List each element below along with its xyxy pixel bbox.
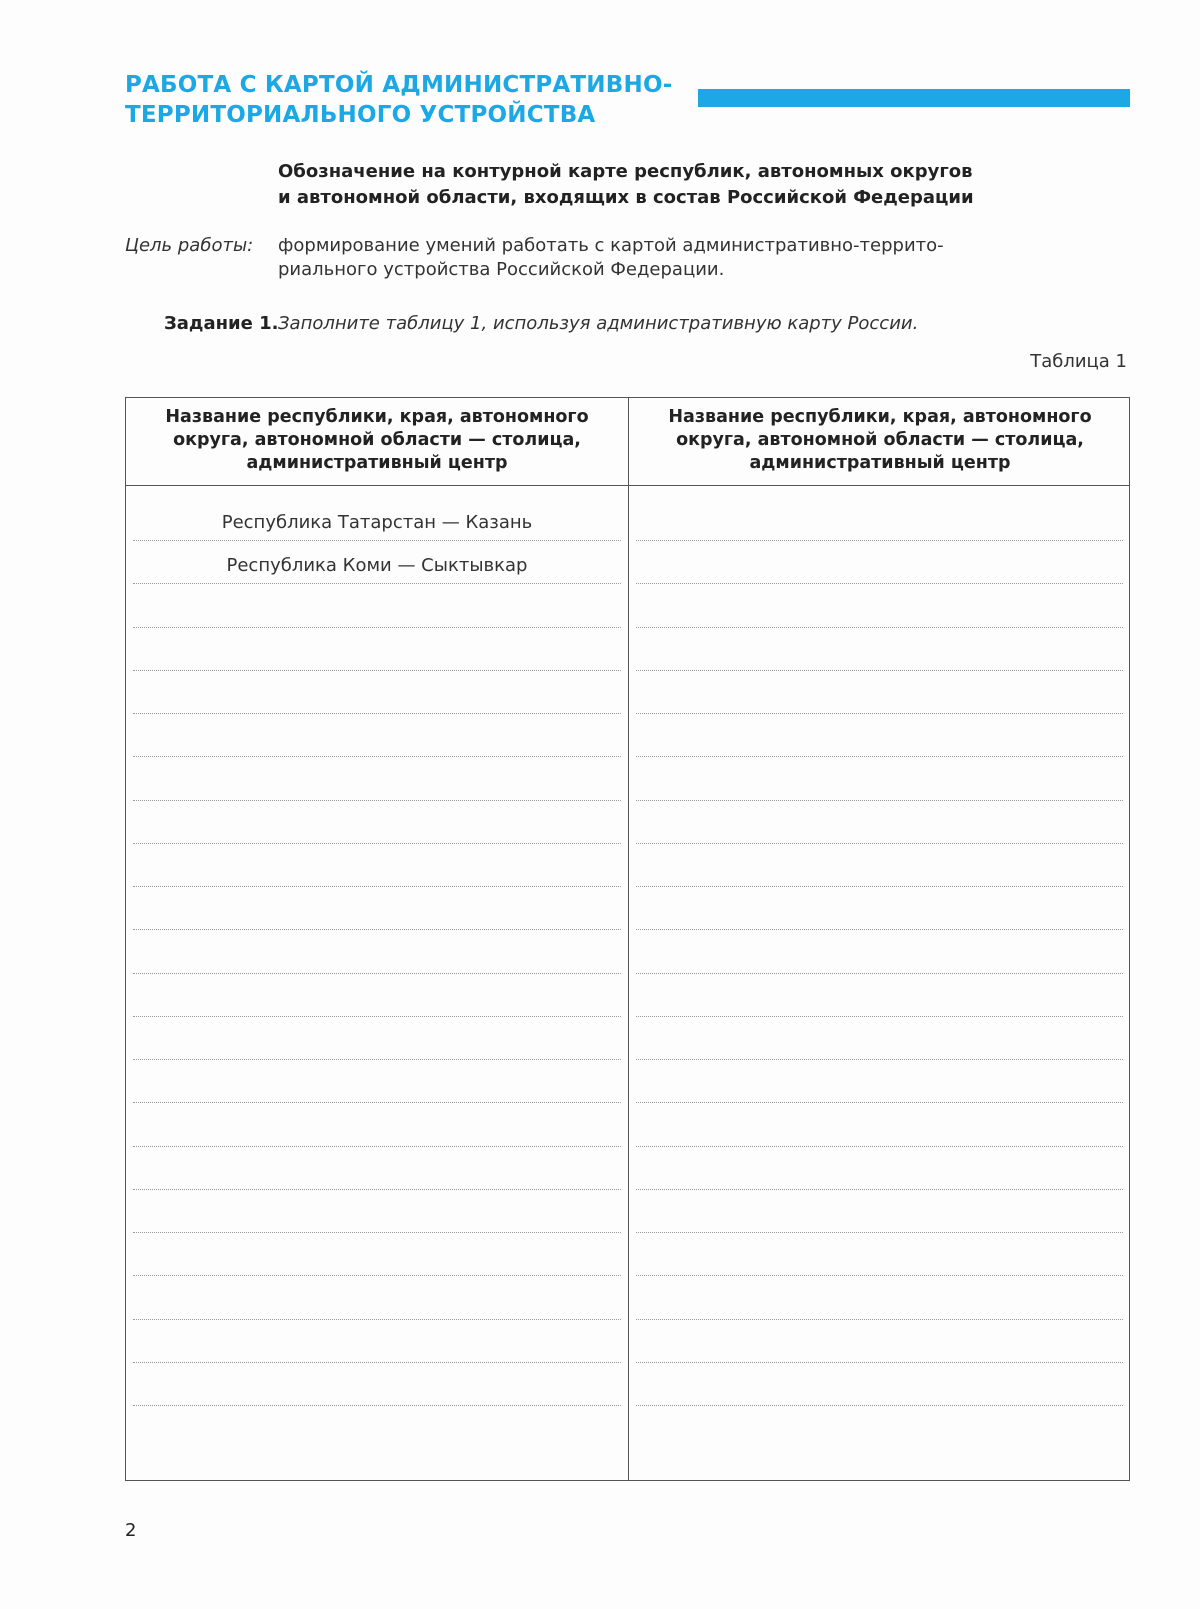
goal-text — [278, 234, 978, 282]
answer-line-left[interactable] — [133, 584, 621, 628]
answer-line-left[interactable] — [133, 540, 621, 584]
answer-line-right[interactable] — [636, 930, 1123, 974]
answer-line-left[interactable] — [133, 1319, 621, 1363]
subtitle-line-2: и автономной области, входящих в состав Российской Федерации — [278, 187, 974, 208]
section-subtitle — [278, 159, 998, 211]
task-label: Задание 1. — [164, 313, 279, 334]
answer-line-right[interactable] — [636, 1016, 1123, 1060]
answer-line-left[interactable] — [133, 1276, 621, 1320]
task-text: Заполните таблицу 1, используя административную карту России. — [278, 313, 919, 334]
goal-label: Цель работы: — [125, 235, 254, 256]
answer-line-right[interactable] — [636, 1362, 1123, 1406]
page-heading — [125, 70, 672, 130]
answer-line-right[interactable] — [636, 800, 1123, 844]
answer-line-left[interactable] — [133, 757, 621, 801]
page-number: 2 — [125, 1520, 137, 1541]
column-divider — [628, 398, 629, 1480]
column-header-right — [629, 406, 1131, 475]
answer-line-left[interactable] — [133, 1103, 621, 1147]
answer-line-left[interactable] — [133, 973, 621, 1017]
answer-line-right[interactable] — [636, 1276, 1123, 1320]
answer-line-left[interactable] — [133, 1362, 621, 1406]
header-right-line-2: округа, автономной области — столица, — [676, 430, 1084, 450]
answer-line-right[interactable] — [636, 1059, 1123, 1103]
entry-text: Республика Татарстан — Казань — [221, 512, 533, 533]
entry-text: Республика Коми — Сыктывкар — [226, 555, 528, 577]
answer-line-right[interactable] — [636, 713, 1123, 757]
answer-line-left[interactable] — [133, 930, 621, 974]
answer-line-left[interactable] — [133, 1059, 621, 1103]
answer-line-right[interactable] — [636, 1319, 1123, 1363]
header-right-line-1: Название республики, края, автономного — [668, 407, 1092, 427]
answer-line-right[interactable] — [636, 1103, 1123, 1147]
header-left-line-3: административный центр — [246, 453, 508, 473]
answer-line-left[interactable] — [133, 1189, 621, 1233]
answer-line-right[interactable] — [636, 973, 1123, 1017]
answer-line-left[interactable] — [133, 497, 621, 541]
answer-line-left[interactable] — [133, 1146, 621, 1190]
regions-table — [125, 397, 1130, 1481]
heading-line-2: ТЕРРИТОРИАЛЬНОГО УСТРОЙСТВА — [125, 102, 596, 128]
header-left-line-2: округа, автономной области — столица, — [173, 430, 581, 450]
column-header-left — [126, 406, 628, 475]
answer-line-left[interactable] — [133, 1016, 621, 1060]
answer-line-right[interactable] — [636, 757, 1123, 801]
answer-line-right[interactable] — [636, 886, 1123, 930]
answer-line-right[interactable] — [636, 1232, 1123, 1276]
answer-line-right[interactable] — [636, 497, 1123, 541]
answer-line-right[interactable] — [636, 843, 1123, 887]
goal-line-2: риального устройства Российской Федерации. — [278, 259, 725, 280]
answer-line-left[interactable] — [133, 843, 621, 887]
header-right-line-3: административный центр — [749, 453, 1011, 473]
answer-line-left[interactable] — [133, 886, 621, 930]
answer-line-right[interactable] — [636, 1146, 1123, 1190]
table-caption: Таблица 1 — [1030, 351, 1127, 372]
heading-accent-bar — [698, 89, 1130, 107]
answer-line-right[interactable] — [636, 540, 1123, 584]
answer-line-right[interactable] — [636, 1189, 1123, 1233]
answer-line-left[interactable] — [133, 670, 621, 714]
goal-line-1: формирование умений работать с картой административно-террито- — [278, 235, 944, 256]
answer-line-right[interactable] — [636, 627, 1123, 671]
answer-line-left[interactable] — [133, 713, 621, 757]
answer-line-left[interactable] — [133, 800, 621, 844]
answer-line-left[interactable] — [133, 627, 621, 671]
answer-line-right[interactable] — [636, 584, 1123, 628]
answer-line-right[interactable] — [636, 670, 1123, 714]
header-left-line-1: Название республики, края, автономного — [165, 407, 589, 427]
header-divider — [126, 485, 1129, 486]
heading-line-1: РАБОТА С КАРТОЙ АДМИНИСТРАТИВНО- — [125, 72, 673, 98]
answer-line-left[interactable] — [133, 1232, 621, 1276]
subtitle-line-1: Обозначение на контурной карте республик, автономных округов — [278, 161, 973, 182]
